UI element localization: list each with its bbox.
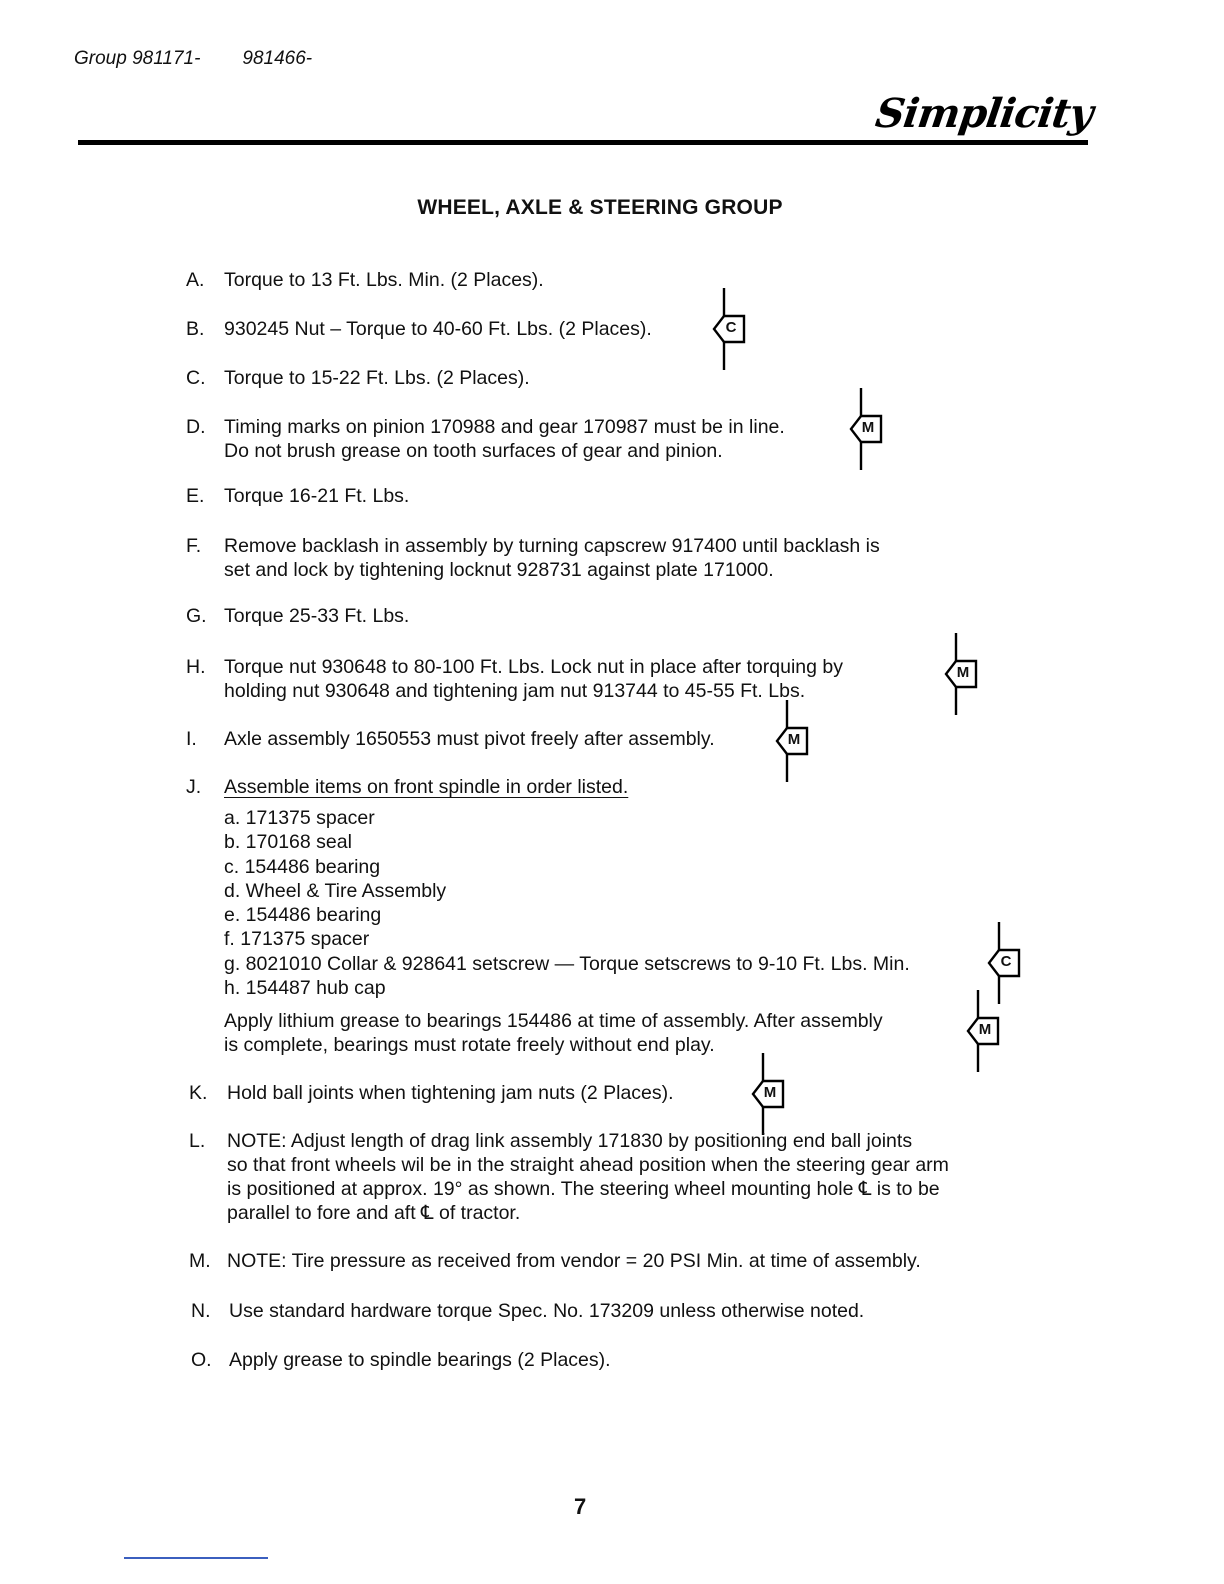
item-text-line1: Timing marks on pinion 170988 and gear 170987 must be in line. <box>224 416 785 438</box>
item-text-line3: is positioned at approx. 19° as shown. The steering wheel mounting hole ℄ is to be <box>227 1178 940 1200</box>
item-text-line2: Do not brush grease on tooth surfaces of gear and pinion. <box>224 440 723 462</box>
item-label: D. <box>186 416 206 438</box>
item-text: Axle assembly 1650553 must pivot freely after assembly. <box>224 728 715 750</box>
list-item-g <box>186 604 409 628</box>
sub-list <box>224 806 910 1000</box>
item-label: H. <box>186 656 206 678</box>
symbol-letter: C <box>725 319 737 336</box>
list-item-c <box>186 366 530 390</box>
item-label: O. <box>191 1349 212 1371</box>
item-label: B. <box>186 318 205 340</box>
item-label: F. <box>186 535 202 557</box>
group-code: 981466- <box>242 48 313 69</box>
item-text-line1: NOTE: Adjust length of drag link assembly 171830 by positioning end ball joints <box>227 1130 913 1152</box>
sub-item: h. 154487 hub cap <box>224 977 386 1000</box>
item-text-line4: parallel to fore and aft ℄ of tractor. <box>227 1202 521 1224</box>
sub-item: d. Wheel & Tire Assembly <box>224 879 447 902</box>
sub-item: g. 8021010 Collar & 928641 setscrew — Torque setscrews to 9-10 Ft. Lbs. Min. <box>224 952 910 975</box>
footer-line <box>124 1557 268 1559</box>
item-label: E. <box>186 485 205 507</box>
item-label: A. <box>186 269 205 291</box>
item-text: Assemble items on front spindle in order listed. <box>224 776 629 798</box>
list-item-f <box>186 534 880 582</box>
item-text-line2: set and lock by tightening locknut 928731 against plate 171000. <box>224 559 774 581</box>
item-label: G. <box>186 605 207 627</box>
list-item-b <box>186 317 652 341</box>
item-text-line1: Remove backlash in assembly by turning capscrew 917400 until backlash is <box>224 535 880 557</box>
group-number <box>74 48 354 70</box>
symbol-letter: M <box>861 419 875 436</box>
list-item-o <box>191 1348 611 1372</box>
assembly-note <box>224 1009 883 1057</box>
item-label: K. <box>189 1082 208 1104</box>
item-text: 930245 Nut – Torque to 40-60 Ft. Lbs. (2 Places). <box>224 318 652 340</box>
item-text: Torque 25-33 Ft. Lbs. <box>224 605 410 627</box>
list-item-e <box>186 484 409 508</box>
list-item-k <box>189 1081 674 1105</box>
brand-logo: Simplicity <box>872 90 1096 137</box>
item-label: N. <box>191 1300 211 1322</box>
item-text: Hold ball joints when tightening jam nuts (2 Places). <box>227 1082 674 1104</box>
item-text: Torque to 15-22 Ft. Lbs. (2 Places). <box>224 367 530 389</box>
item-text-line2: holding nut 930648 and tightening jam nut 913744 to 45-55 Ft. Lbs. <box>224 680 806 702</box>
list-item-l <box>189 1129 949 1225</box>
list-item-a <box>186 268 544 292</box>
symbol-letter: C <box>1000 953 1012 970</box>
list-item-h <box>186 655 843 703</box>
sub-item: e. 154486 bearing <box>224 904 382 927</box>
symbol-letter: M <box>787 731 801 748</box>
list-item-m <box>189 1249 921 1273</box>
item-label: C. <box>186 367 206 389</box>
sub-item: b. 170168 seal <box>224 831 352 854</box>
maintenance-symbol-icon <box>843 388 887 472</box>
item-text: Apply grease to spindle bearings (2 Places). <box>229 1349 611 1371</box>
sub-item: f. 171375 spacer <box>224 928 370 951</box>
list-item-n <box>191 1299 864 1323</box>
page-title: WHEEL, AXLE & STEERING GROUP <box>417 196 783 219</box>
maintenance-symbol-icon <box>745 1053 789 1137</box>
item-label: M. <box>189 1250 211 1272</box>
critical-symbol-icon <box>706 288 750 372</box>
list-item-d <box>186 415 785 463</box>
item-text: Torque 16-21 Ft. Lbs. <box>224 485 410 507</box>
maintenance-symbol-icon <box>938 633 982 717</box>
maintenance-symbol-icon <box>769 700 813 784</box>
item-text: Torque to 13 Ft. Lbs. Min. (2 Places). <box>224 269 544 291</box>
sub-item: a. 171375 spacer <box>224 807 375 829</box>
list-item-j <box>186 775 628 799</box>
item-text: NOTE: Tire pressure as received from vendor = 20 PSI Min. at time of assembly. <box>227 1250 921 1272</box>
item-text: Use standard hardware torque Spec. No. 173209 unless otherwise noted. <box>229 1300 865 1322</box>
symbol-letter: M <box>763 1084 777 1101</box>
item-text-line2: so that front wheels wil be in the straight ahead position when the steering gear arm <box>227 1154 949 1176</box>
item-label: J. <box>186 776 202 798</box>
group-label: Group 981171- <box>74 48 201 69</box>
maintenance-symbol-icon <box>960 990 1004 1074</box>
header-rule <box>78 140 1088 145</box>
note-line1: Apply lithium grease to bearings 154486 at time of assembly. After assembly <box>224 1010 883 1032</box>
sub-item: c. 154486 bearing <box>224 855 381 878</box>
page-number: 7 <box>574 1494 587 1519</box>
symbol-letter: M <box>978 1021 992 1038</box>
symbol-letter: M <box>956 664 970 681</box>
item-text-line1: Torque nut 930648 to 80-100 Ft. Lbs. Lock nut in place after torquing by <box>224 656 843 678</box>
item-label: L. <box>189 1130 206 1152</box>
note-line2: is complete, bearings must rotate freely without end play. <box>224 1034 715 1056</box>
list-item-i <box>186 727 715 751</box>
item-label: I. <box>186 728 197 750</box>
